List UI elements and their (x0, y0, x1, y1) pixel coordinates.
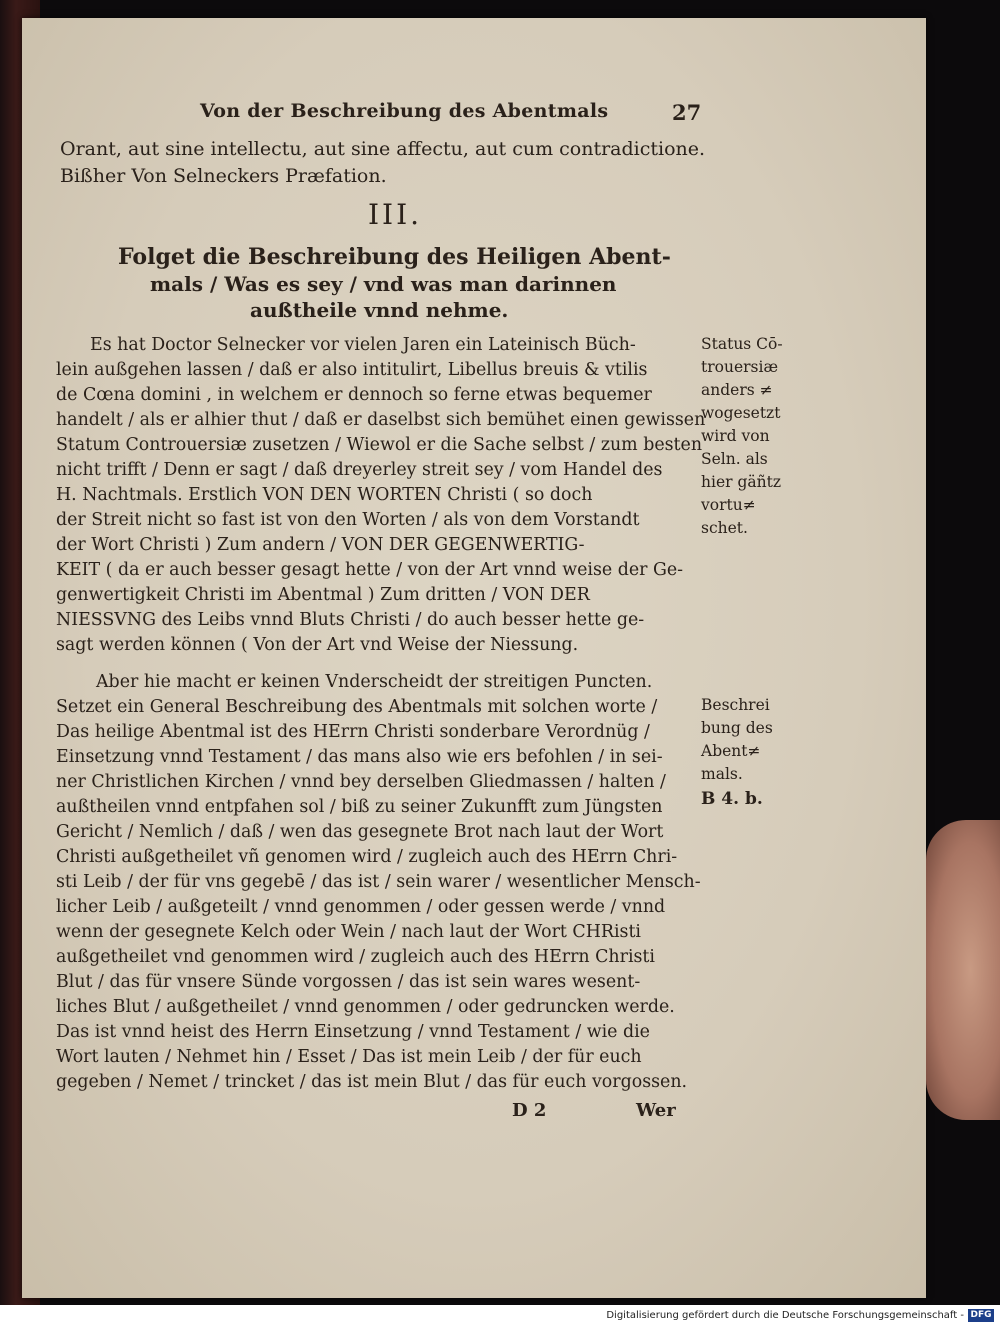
dfg-logo: DFG (968, 1309, 994, 1322)
paragraph-line: außtheilen vnnd entpfahen sol / biß zu seiner Zukunfft zum Jüngsten (56, 797, 663, 817)
paragraph-line: genwertigkeit Christi im Abentmal ) Zum dritten / VON DER (56, 585, 590, 605)
margin-note-line: bung des (701, 719, 773, 737)
margin-note-line: Abent≠ (701, 742, 761, 760)
paragraph-line: Das heilige Abentmal ist des HErrn Christi sonderbare Verordnüg / (56, 722, 650, 742)
book-page (22, 18, 926, 1298)
catchword: Wer (636, 1100, 676, 1121)
paragraph-line: de Cœna domini , in welchem er dennoch so ferne etwas bequemer (56, 385, 652, 405)
paragraph-line: Es hat Doctor Selnecker vor vielen Jaren ein Lateinisch Büch- (90, 335, 636, 355)
margin-note-line: schet. (701, 519, 748, 537)
paragraph-line: sagt werden können ( Von der Art vnd Weise der Niessung. (56, 635, 579, 655)
paragraph-line: außgetheilet vnd genommen wird / zugleich auch des HErrn Christi (56, 947, 655, 967)
paragraph-line: Setzet ein General Beschreibung des Abentmals mit solchen worte / (56, 697, 658, 717)
margin-note-line: Beschrei (701, 696, 770, 714)
paragraph-line: liches Blut / außgetheilet / vnnd genommen / oder gedruncken werde. (56, 997, 675, 1017)
paragraph-line: NIESSVNG des Leibs vnnd Bluts Christi / do auch besser hette ge- (56, 610, 645, 630)
signature-mark: D 2 (512, 1100, 547, 1121)
paragraph-line: lein außgehen lassen / daß er also intitulirt, Libellus breuis & vtilis (56, 360, 648, 380)
page-number: 27 (672, 100, 702, 125)
section-title-line-3: außtheile vnnd nehme. (250, 298, 509, 322)
intro-line-2: Bißher Von Selneckers Præfation. (60, 165, 387, 187)
paragraph-line: Statum Controuersiæ zusetzen / Wiewol er die Sache selbst / zum besten (56, 435, 703, 455)
margin-note-line: B 4. b. (701, 789, 763, 809)
paragraph-line: nicht trifft / Denn er sagt / daß dreyerley streit sey / vom Handel des (56, 460, 663, 480)
paragraph-line: Aber hie macht er keinen Vnderscheidt der streitigen Puncten. (96, 672, 653, 692)
section-number: III. (367, 198, 423, 231)
holding-thumb (926, 820, 1000, 1120)
margin-note-line: anders ≠ (701, 381, 773, 399)
paragraph-line: Einsetzung vnnd Testament / das mans also wie ers befohlen / in sei- (56, 747, 663, 767)
margin-note-line: Seln. als (701, 450, 768, 468)
intro-line-1: Orant, aut sine intellectu, aut sine affectu, aut cum contradictione. (60, 138, 706, 160)
paragraph-line: der Wort Christi ) Zum andern / VON DER GEGENWERTIG- (56, 535, 585, 555)
paragraph-line: KEIT ( da er auch besser gesagt hette / von der Art vnnd weise der Ge- (56, 560, 684, 580)
margin-note-line: hier gäñtz (701, 473, 781, 491)
funding-credit: Digitalisierung gefördert durch die Deutsche Forschungsgemeinschaft - (606, 1310, 964, 1321)
margin-note-line: vortu≠ (701, 496, 756, 514)
margin-note-line: wird von (701, 427, 770, 445)
paragraph-line: licher Leib / außgeteilt / vnnd genommen / oder gessen werde / vnnd (56, 897, 666, 917)
paragraph-line: gegeben / Nemet / trincket / das ist mein Blut / das für euch vorgossen. (56, 1072, 688, 1092)
margin-note-line: wogesetzt (701, 404, 781, 422)
paragraph-line: H. Nachtmals. Erstlich VON DEN WORTEN Christi ( so doch (56, 485, 593, 505)
margin-note-line: trouersiæ (701, 358, 779, 376)
paragraph-line: Blut / das für vnsere Sünde vorgossen / das ist sein wares wesent- (56, 972, 641, 992)
paragraph-line: Gericht / Nemlich / daß / wen das gesegnete Brot nach laut der Wort (56, 822, 664, 842)
section-title-line-1: Folget die Beschreibung des Heiligen Abent- (118, 244, 671, 270)
paragraph-line: Christi außgetheilet vñ genomen wird / zugleich auch des HErrn Chri- (56, 847, 678, 867)
paragraph-line: ner Christlichen Kirchen / vnnd bey derselben Gliedmassen / halten / (56, 772, 666, 792)
margin-note-line: Status Cō- (701, 335, 783, 353)
paragraph-line: Das ist vnnd heist des Herrn Einsetzung / vnnd Testament / wie die (56, 1022, 650, 1042)
margin-note-line: mals. (701, 765, 743, 783)
section-title-line-2: mals / Was es sey / vnd was man darinnen (150, 272, 617, 296)
paragraph-line: Wort lauten / Nehmet hin / Esset / Das ist mein Leib / der für euch (56, 1047, 642, 1067)
paragraph-line: der Streit nicht so fast ist von den Worten / als von dem Vorstandt (56, 510, 640, 530)
paragraph-line: wenn der gesegnete Kelch oder Wein / nach laut der Wort CHRisti (56, 922, 641, 942)
paragraph-line: handelt / als er alhier thut / daß er daselbst sich bemühet einen gewissen (56, 410, 706, 430)
running-head: Von der Beschreibung des Abentmals (200, 100, 609, 122)
paragraph-line: sti Leib / der für vns gegebē / das ist / sein warer / wesentlicher Mensch- (56, 872, 701, 892)
